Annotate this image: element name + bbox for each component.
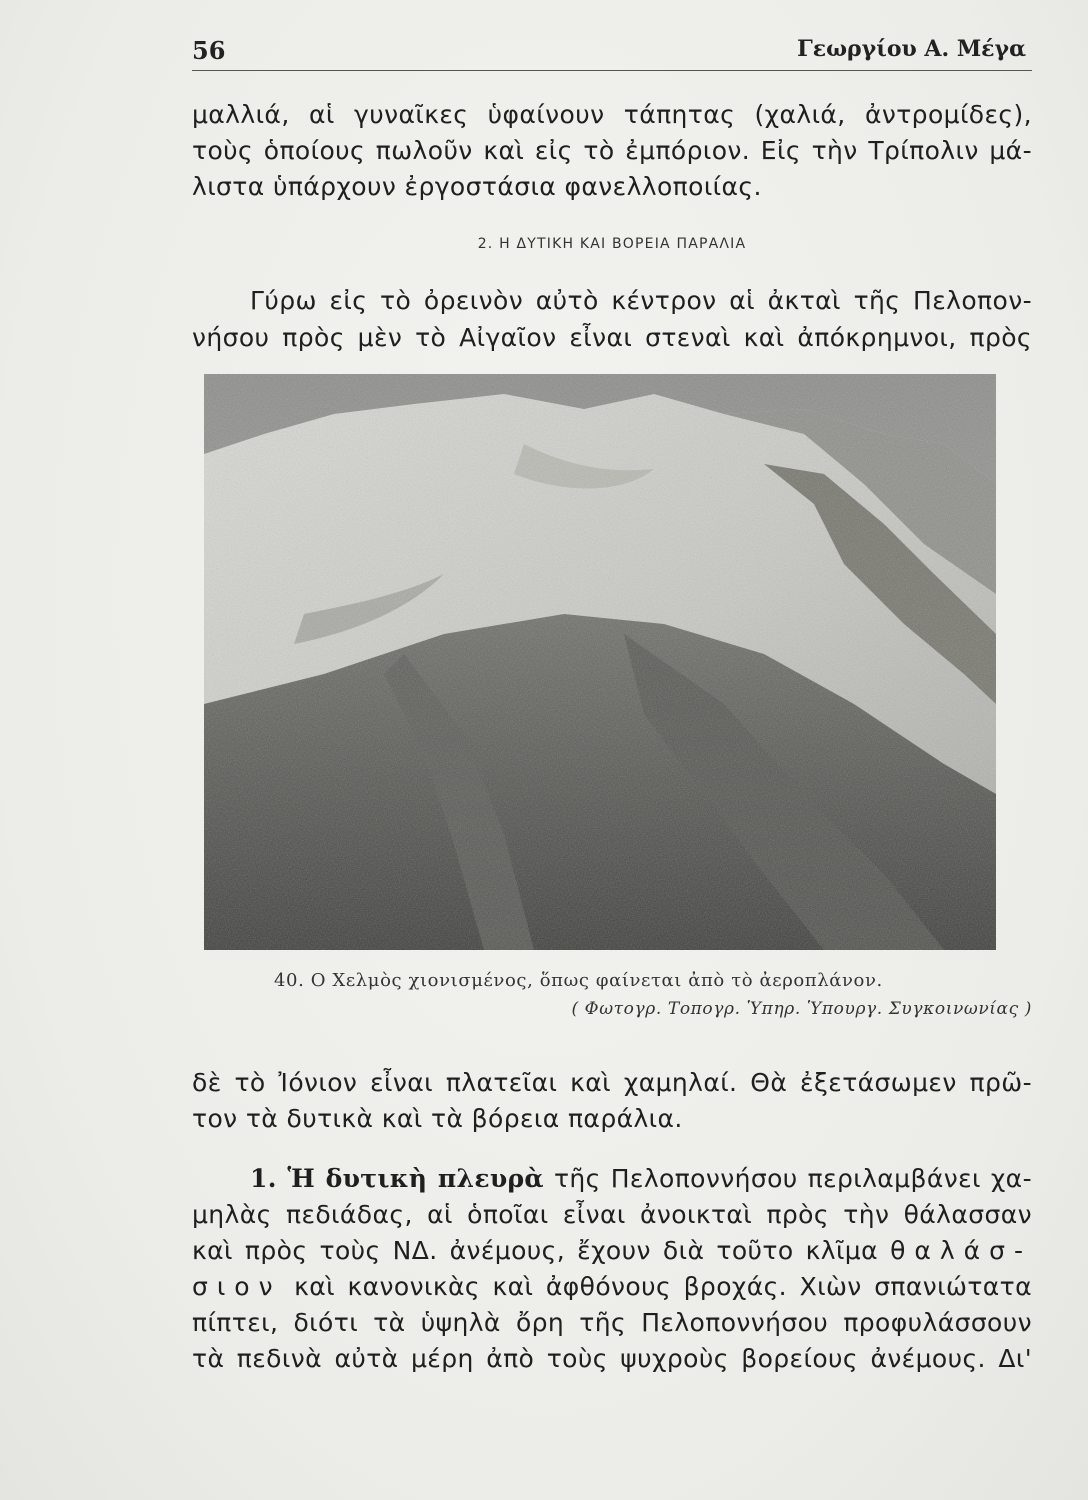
photo-caption: 40. Ο Χελμὸς χιονισμένος, ὅπως φαίνεται ἀπὸ τὸ ἀεροπλάνον.	[274, 970, 883, 991]
paragraph-line-1-rest: τῆς Πελοποννήσου περιλαμβάνει χα-	[553, 1164, 1032, 1193]
mountain-photo	[204, 374, 996, 950]
numbered-paragraph-line-6: τὰ πεδινὰ αὐτὰ μέρη ἀπὸ τοὺς ψυχροὺς βορείους ἀνέμους. Δι'	[192, 1344, 1032, 1373]
paragraph-lead-bold: 1. Ἡ δυτικὴ πλευρὰ	[250, 1164, 544, 1193]
numbered-paragraph-line-5: πίπτει, διότι τὰ ὑψηλὰ ὄρη τῆς Πελοποννήσου προφυλάσσουν	[192, 1308, 1032, 1337]
mountain-photo-illustration	[204, 374, 996, 950]
paragraph-line-3-spaced: θαλάσ-	[890, 1236, 1032, 1265]
intro-line-3: λιστα ὑπάρχουν ἐργοστάσια φανελλοποιίας.	[192, 172, 762, 201]
intro-line-2: τοὺς ὁποίους πωλοῦν καὶ εἰς τὸ ἐμπόριον. Εἰς τὴν Τρίπολιν μά-	[192, 136, 1032, 165]
paragraph-line-4-rest: καὶ κανονικὰς καὶ ἀφθόνους βροχάς. Χιὼν σπανιώτατα	[294, 1272, 1032, 1301]
paragraph-line-1: Γύρω εἰς τὸ ὀρεινὸν αὐτὸ κέντρον αἱ ἀκταὶ τῆς Πελοπον-	[250, 286, 1032, 315]
numbered-paragraph-line-4	[192, 1270, 1032, 1304]
photo-credit: ( Φωτογρ. Τοπογρ. Ὑπηρ. Ὑπουργ. Συγκοινωνίας )	[571, 999, 1032, 1019]
running-head: Γεωργίου Α. Μέγα	[797, 36, 1026, 62]
paragraph-after-line-2: τον τὰ δυτικὰ καὶ τὰ βόρεια παράλια.	[192, 1104, 683, 1133]
page-number: 56	[192, 36, 226, 65]
paragraph-line-2: νήσου πρὸς μὲν τὸ Αἰγαῖον εἶναι στεναὶ καὶ ἀπόκρημνοι, πρὸς	[192, 323, 1032, 352]
paragraph-line-4-spaced: σιον	[192, 1272, 282, 1301]
intro-line-1: μαλλιά, αἱ γυναῖκες ὑφαίνουν τάπητας (χαλιά, ἀντρομίδες),	[192, 100, 1032, 129]
numbered-paragraph-line-2: μηλὰς πεδιάδας, αἱ ὁποῖαι εἶναι ἀνοικταὶ πρὸς τὴν θάλασσαν	[192, 1200, 1032, 1229]
numbered-paragraph-line-3	[192, 1234, 1032, 1268]
section-heading: 2. Η ΔΥΤΙΚΗ ΚΑΙ ΒΟΡΕΙΑ ΠΑΡΑΛΙΑ	[477, 236, 747, 252]
page-header	[192, 30, 1032, 71]
paragraph-after-line-1: δὲ τὸ Ἰόνιον εἶναι πλατεῖαι καὶ χαμηλαί. Θὰ ἐξετάσωμεν πρῶ-	[192, 1068, 1032, 1097]
numbered-paragraph-line-1	[192, 1162, 1032, 1196]
paragraph-line-3-start: καὶ πρὸς τοὺς ΝΔ. ἀνέμους, ἔχουν διὰ τοῦτο κλῖμα	[192, 1236, 878, 1265]
